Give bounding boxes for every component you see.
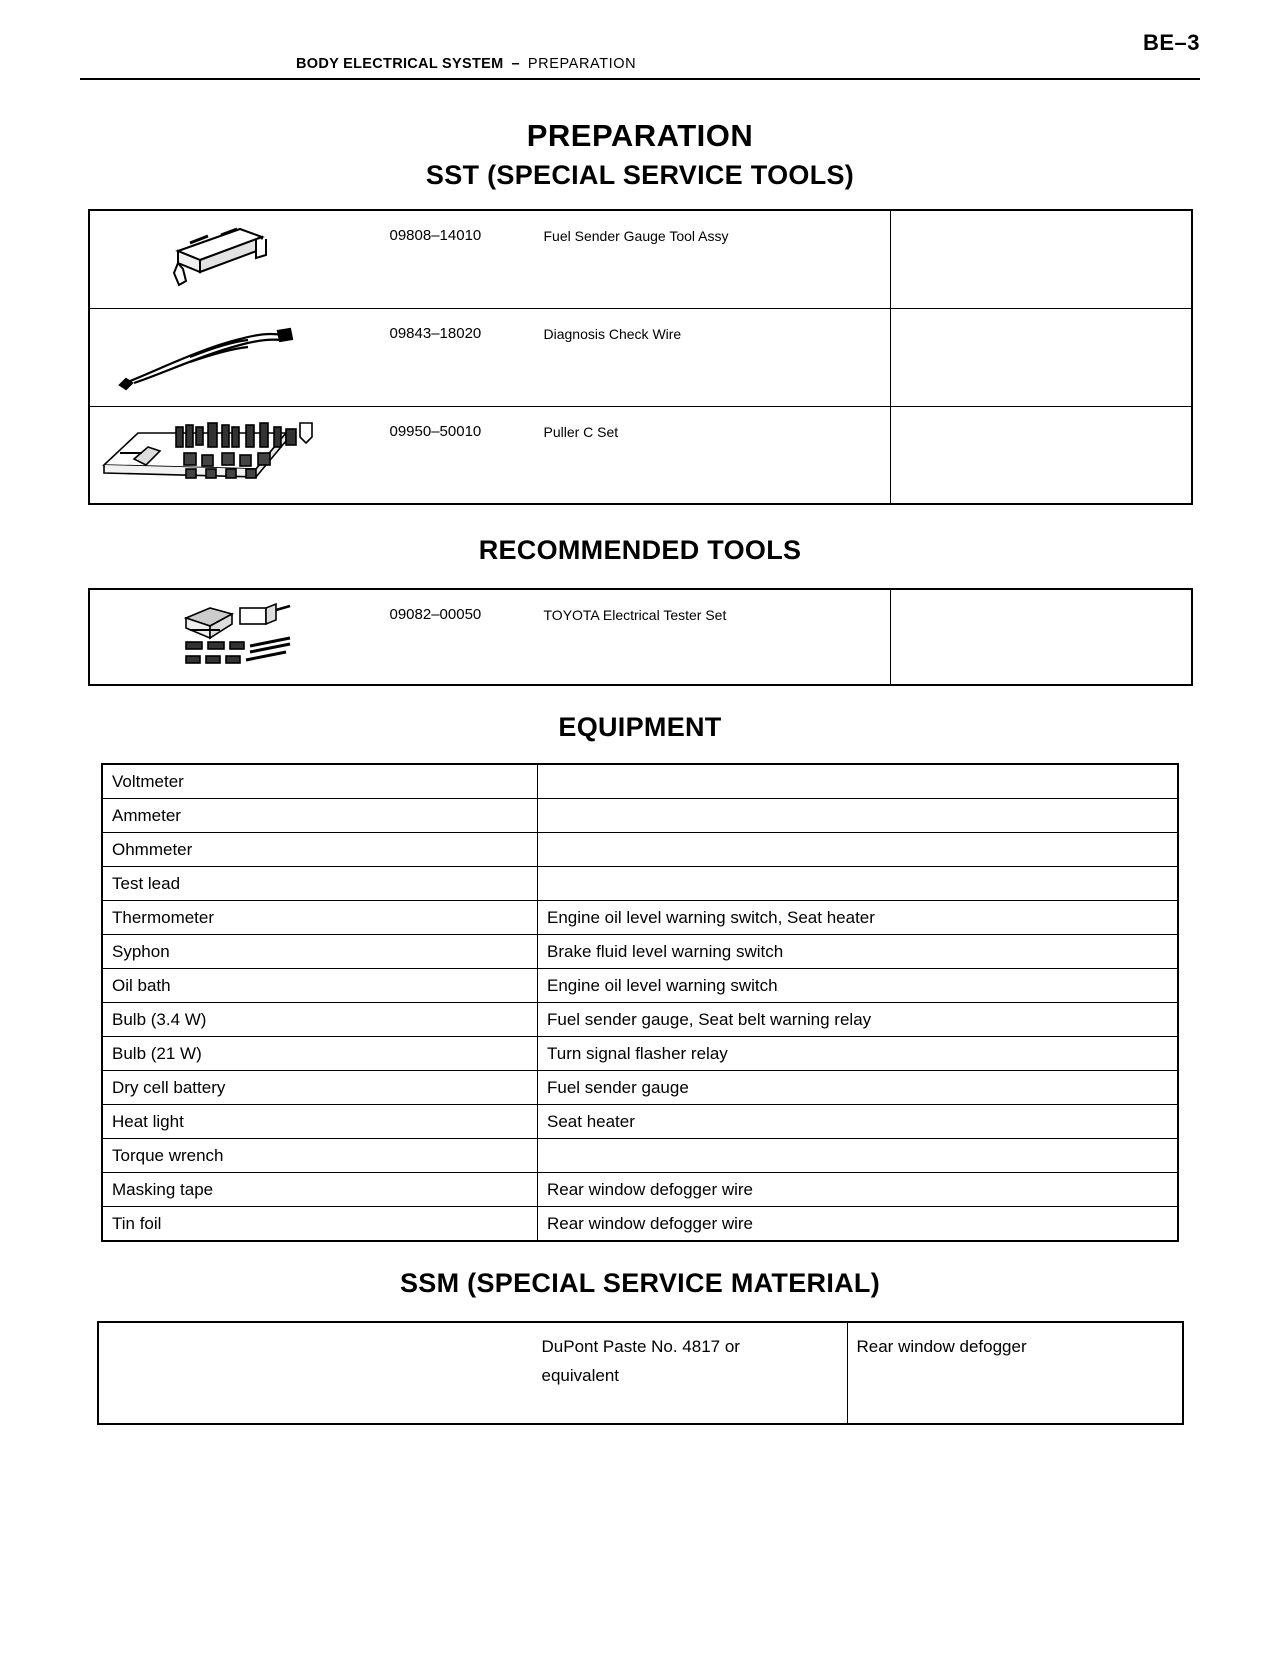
sst-note-cell: [890, 406, 1192, 504]
equipment-usage: Seat heater: [538, 1105, 1179, 1139]
header-section: PREPARATION: [527, 56, 637, 72]
sst-note-cell: [890, 308, 1192, 406]
equipment-name: Oil bath: [102, 969, 538, 1003]
equipment-name: Test lead: [102, 867, 538, 901]
recommended-number-cell: [390, 589, 530, 685]
recommended-name-cell: [530, 589, 891, 685]
recommended-tools-table: [88, 588, 1193, 686]
table-row: [102, 833, 1178, 867]
sst-name-cell: [530, 406, 891, 504]
recommended-name: TOYOTA Electrical Tester Set: [543, 607, 727, 623]
table-row: [102, 1173, 1178, 1207]
header-rule: [80, 78, 1200, 80]
equipment-name: Torque wrench: [102, 1139, 538, 1173]
equipment-name: Syphon: [102, 935, 538, 969]
recommended-tools-title: RECOMMENDED TOOLS: [478, 535, 802, 565]
sst-title: SST (SPECIAL SERVICE TOOLS): [425, 160, 855, 190]
table-row: [102, 1003, 1178, 1037]
ssm-table: [97, 1321, 1184, 1425]
equipment-name: Heat light: [102, 1105, 538, 1139]
ssm-name-line1: DuPont Paste No. 4817 or: [541, 1337, 740, 1356]
equipment-usage: Engine oil level warning switch: [538, 969, 1179, 1003]
equipment-name: Masking tape: [102, 1173, 538, 1207]
equipment-usage: [538, 833, 1179, 867]
ssm-usage: Rear window defogger: [856, 1337, 1027, 1356]
equipment-usage: [538, 764, 1179, 799]
table-row: [102, 1105, 1178, 1139]
table-row: [89, 406, 1192, 504]
sst-number: 09950–50010: [389, 422, 482, 440]
page-title: PREPARATION: [526, 118, 754, 153]
equipment-name: Bulb (3.4 W): [102, 1003, 538, 1037]
table-row: [102, 1071, 1178, 1105]
ssm-illustration-cell: [98, 1322, 533, 1424]
header-separator: –: [511, 56, 520, 72]
table-row: [102, 901, 1178, 935]
recommended-number: 09082–00050: [389, 606, 482, 623]
table-row: [89, 589, 1192, 685]
sst-number-cell: [390, 308, 530, 406]
fuel-sender-gauge-tool-icon: [90, 211, 390, 307]
equipment-name: Voltmeter: [102, 764, 538, 799]
ssm-name-line2: equivalent: [541, 1366, 620, 1385]
equipment-table: [101, 763, 1179, 1242]
equipment-usage: Turn signal flasher relay: [538, 1037, 1179, 1071]
sst-number-cell: [390, 210, 530, 308]
diagnosis-check-wire-icon: [90, 309, 390, 405]
table-row: [89, 308, 1192, 406]
equipment-name: Ohmmeter: [102, 833, 538, 867]
equipment-name: Thermometer: [102, 901, 538, 935]
sst-table: [88, 209, 1193, 505]
recommended-illustration-cell: [89, 589, 390, 685]
sst-note-cell: [890, 210, 1192, 308]
table-row: [89, 210, 1192, 308]
ssm-material-name: [533, 1322, 848, 1424]
equipment-name: Tin foil: [102, 1207, 538, 1242]
sst-illustration-cell: [89, 210, 390, 308]
ssm-title: SSM (SPECIAL SERVICE MATERIAL): [399, 1268, 881, 1298]
sst-name: Diagnosis Check Wire: [543, 325, 682, 342]
sst-name-cell: [530, 210, 891, 308]
equipment-usage: Engine oil level warning switch, Seat heater: [538, 901, 1179, 935]
equipment-usage: Brake fluid level warning switch: [538, 935, 1179, 969]
equipment-name: Bulb (21 W): [102, 1037, 538, 1071]
table-row: [102, 1037, 1178, 1071]
equipment-usage: Rear window defogger wire: [538, 1173, 1179, 1207]
equipment-usage: Fuel sender gauge: [538, 1071, 1179, 1105]
sst-illustration-cell: [89, 406, 390, 504]
table-row: [102, 799, 1178, 833]
table-row: [102, 969, 1178, 1003]
recommended-note-cell: [890, 589, 1192, 685]
sst-name: Puller C Set: [543, 423, 619, 440]
puller-c-set-icon: [90, 407, 390, 503]
table-row: [102, 1207, 1178, 1242]
sst-number: 09808–14010: [389, 227, 482, 244]
table-row: [98, 1322, 1183, 1424]
running-header: [296, 56, 636, 72]
sst-name-cell: [530, 308, 891, 406]
equipment-name: Dry cell battery: [102, 1071, 538, 1105]
equipment-usage: [538, 799, 1179, 833]
sst-number-cell: [390, 406, 530, 504]
table-row: [102, 935, 1178, 969]
equipment-usage: [538, 1139, 1179, 1173]
equipment-name: Ammeter: [102, 799, 538, 833]
equipment-usage: Rear window defogger wire: [538, 1207, 1179, 1242]
table-row: [102, 1139, 1178, 1173]
sst-illustration-cell: [89, 308, 390, 406]
header-system: BODY ELECTRICAL SYSTEM: [296, 56, 504, 72]
table-row: [102, 764, 1178, 799]
electrical-tester-set-icon: [90, 590, 390, 684]
sst-name: Fuel Sender Gauge Tool Assy: [543, 228, 729, 244]
equipment-title: EQUIPMENT: [558, 712, 722, 742]
equipment-usage: [538, 867, 1179, 901]
sst-number: 09843–18020: [389, 324, 482, 342]
equipment-usage: Fuel sender gauge, Seat belt warning relay: [538, 1003, 1179, 1037]
page-number: BE–3: [1142, 30, 1200, 55]
table-row: [102, 867, 1178, 901]
